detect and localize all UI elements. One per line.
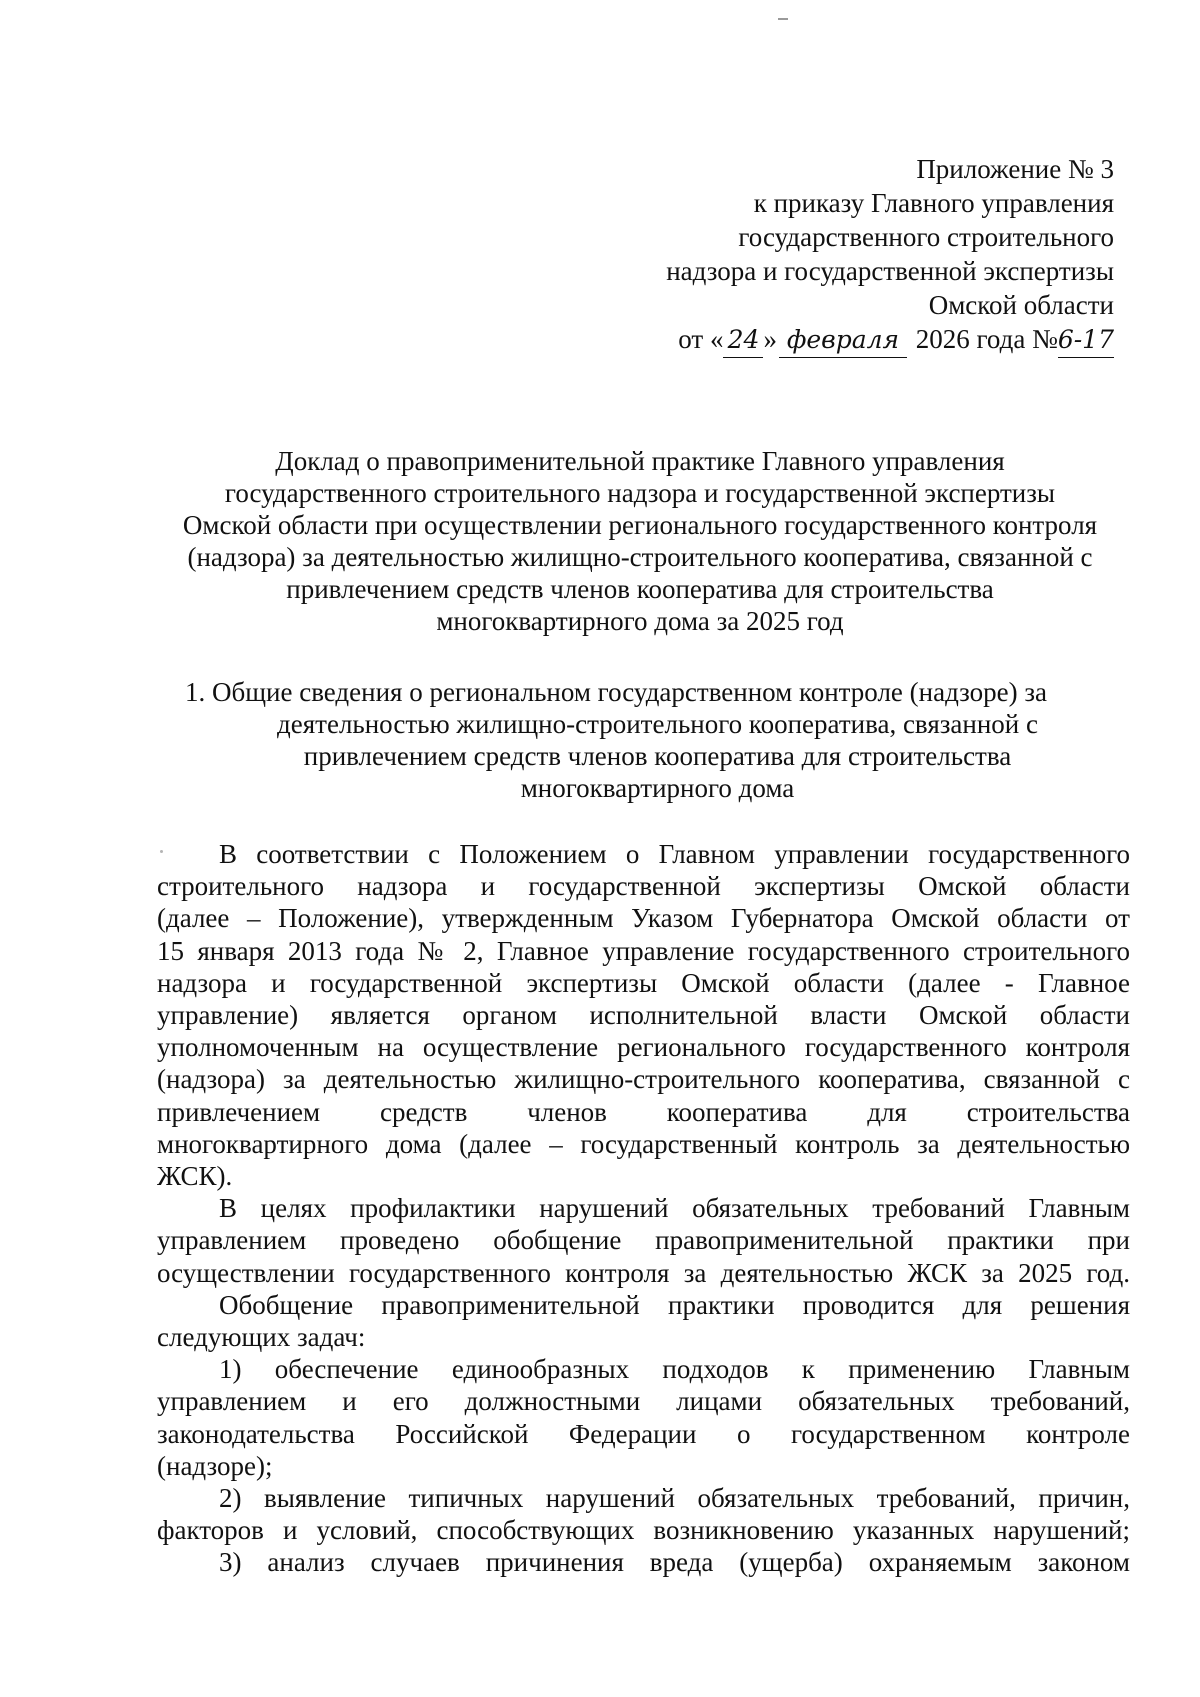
body-line: 15 января 2013 года № 2, Главное управление государственного строительного: [157, 935, 1130, 966]
appendix-date-line: [554, 322, 1114, 358]
body-line: (надзора) за деятельностью жилищно-строительного кооператива, связанной с: [157, 1064, 1130, 1095]
title-line: Доклад о правоприменительной практике Главного управления: [275, 446, 1005, 476]
body-line: (надзоре);: [157, 1450, 273, 1481]
body-line: ЖСК).: [157, 1161, 233, 1192]
title-line: Омской области при осуществлении регионального государственного контроля: [182, 510, 1098, 540]
report-title: [150, 445, 1130, 637]
handwritten-order-number: 6-17: [1058, 323, 1114, 358]
title-line: государственного строительного надзора и государственной экспертизы: [224, 478, 1056, 508]
body-line: надзора и государственной экспертизы Омской области (далее - Главное: [157, 967, 1130, 998]
body-line: осуществлении государственного контроля за деятельностью ЖСК за 2025 год.: [157, 1257, 1130, 1288]
date-prefix: от «: [678, 324, 724, 354]
body-line: многоквартирного дома (далее – государственный контроль за деятельностью: [157, 1128, 1130, 1159]
appendix-number: Приложение № 3: [916, 154, 1114, 184]
appendix-issuer-line: надзора и государственной экспертизы: [666, 256, 1114, 286]
section-1-heading: [185, 676, 1130, 804]
section-heading-line: многоквартирного дома: [520, 773, 795, 803]
paragraph-purpose: [157, 1192, 1130, 1289]
appendix-issuer-line: государственного строительного: [738, 222, 1114, 252]
task-item-2: [157, 1482, 1130, 1546]
body-line: строительного надзора и государственной экспертизы Омской области: [157, 871, 1130, 902]
body-line: (далее – Положение), утвержденным Указом Губернатора Омской области от: [157, 903, 1130, 934]
title-line: многоквартирного дома за 2025 год: [436, 606, 844, 636]
body-line: Обобщение правоприменительной практики проводится для решения: [219, 1289, 1130, 1320]
appendix-order-ref: к приказу Главного управления: [753, 188, 1114, 218]
paragraph-legal-basis: [157, 838, 1130, 1192]
date-year: 2026 года №: [908, 324, 1058, 354]
body-line: управление) является органом исполнительной власти Омской области: [157, 1000, 1130, 1031]
body-line: управлением проведено обобщение правоприменительной практики при: [157, 1225, 1130, 1256]
task-item-3: [157, 1546, 1130, 1578]
section-heading-line: деятельностью жилищно-строительного кооператива, связанной с: [277, 709, 1038, 739]
body-line: уполномоченным на осуществление регионального государственного контроля: [157, 1032, 1130, 1063]
title-line: (надзора) за деятельностью жилищно-строительного кооператива, связанной с: [187, 542, 1093, 572]
handwritten-month: февраля: [779, 323, 907, 358]
task-item-1: [157, 1353, 1130, 1482]
body-line: следующих задач:: [157, 1322, 366, 1353]
report-body: [157, 838, 1130, 1579]
body-line: В целях профилактики нарушений обязательных требований Главным: [219, 1193, 1130, 1224]
body-line: привлечением средств членов кооператива для строительства: [157, 1096, 1130, 1127]
paragraph-tasks-intro: [157, 1289, 1130, 1353]
body-line: В соответствии с Положением о Главном управлении государственного: [219, 839, 1130, 869]
title-line: привлечением средств членов кооператива для строительства: [286, 574, 994, 604]
body-line: 2) выявление типичных нарушений обязательных требований, причин,: [219, 1483, 1130, 1514]
body-line: 1) обеспечение единообразных подходов к применению Главным: [219, 1354, 1130, 1385]
body-line: факторов и условий, способствующих возникновению указанных нарушений;: [157, 1515, 1130, 1546]
section-heading-line: 1. Общие сведения о региональном государственном контроле (надзоре) за: [185, 677, 1048, 707]
section-heading-line: привлечением средств членов кооператива для строительства: [303, 741, 1012, 771]
date-quote-close: »: [763, 324, 777, 354]
appendix-header: [554, 152, 1114, 358]
appendix-region: Омской области: [928, 290, 1114, 320]
body-line: 3) анализ случаев причинения вреда (ущерба) охраняемым законом: [219, 1547, 1130, 1578]
body-line: законодательства Российской Федерации о государственном контроле: [157, 1418, 1130, 1449]
handwritten-day: 24: [723, 323, 763, 358]
body-line: управлением и его должностными лицами обязательных требований,: [157, 1386, 1130, 1417]
scan-artifact: [778, 18, 788, 20]
